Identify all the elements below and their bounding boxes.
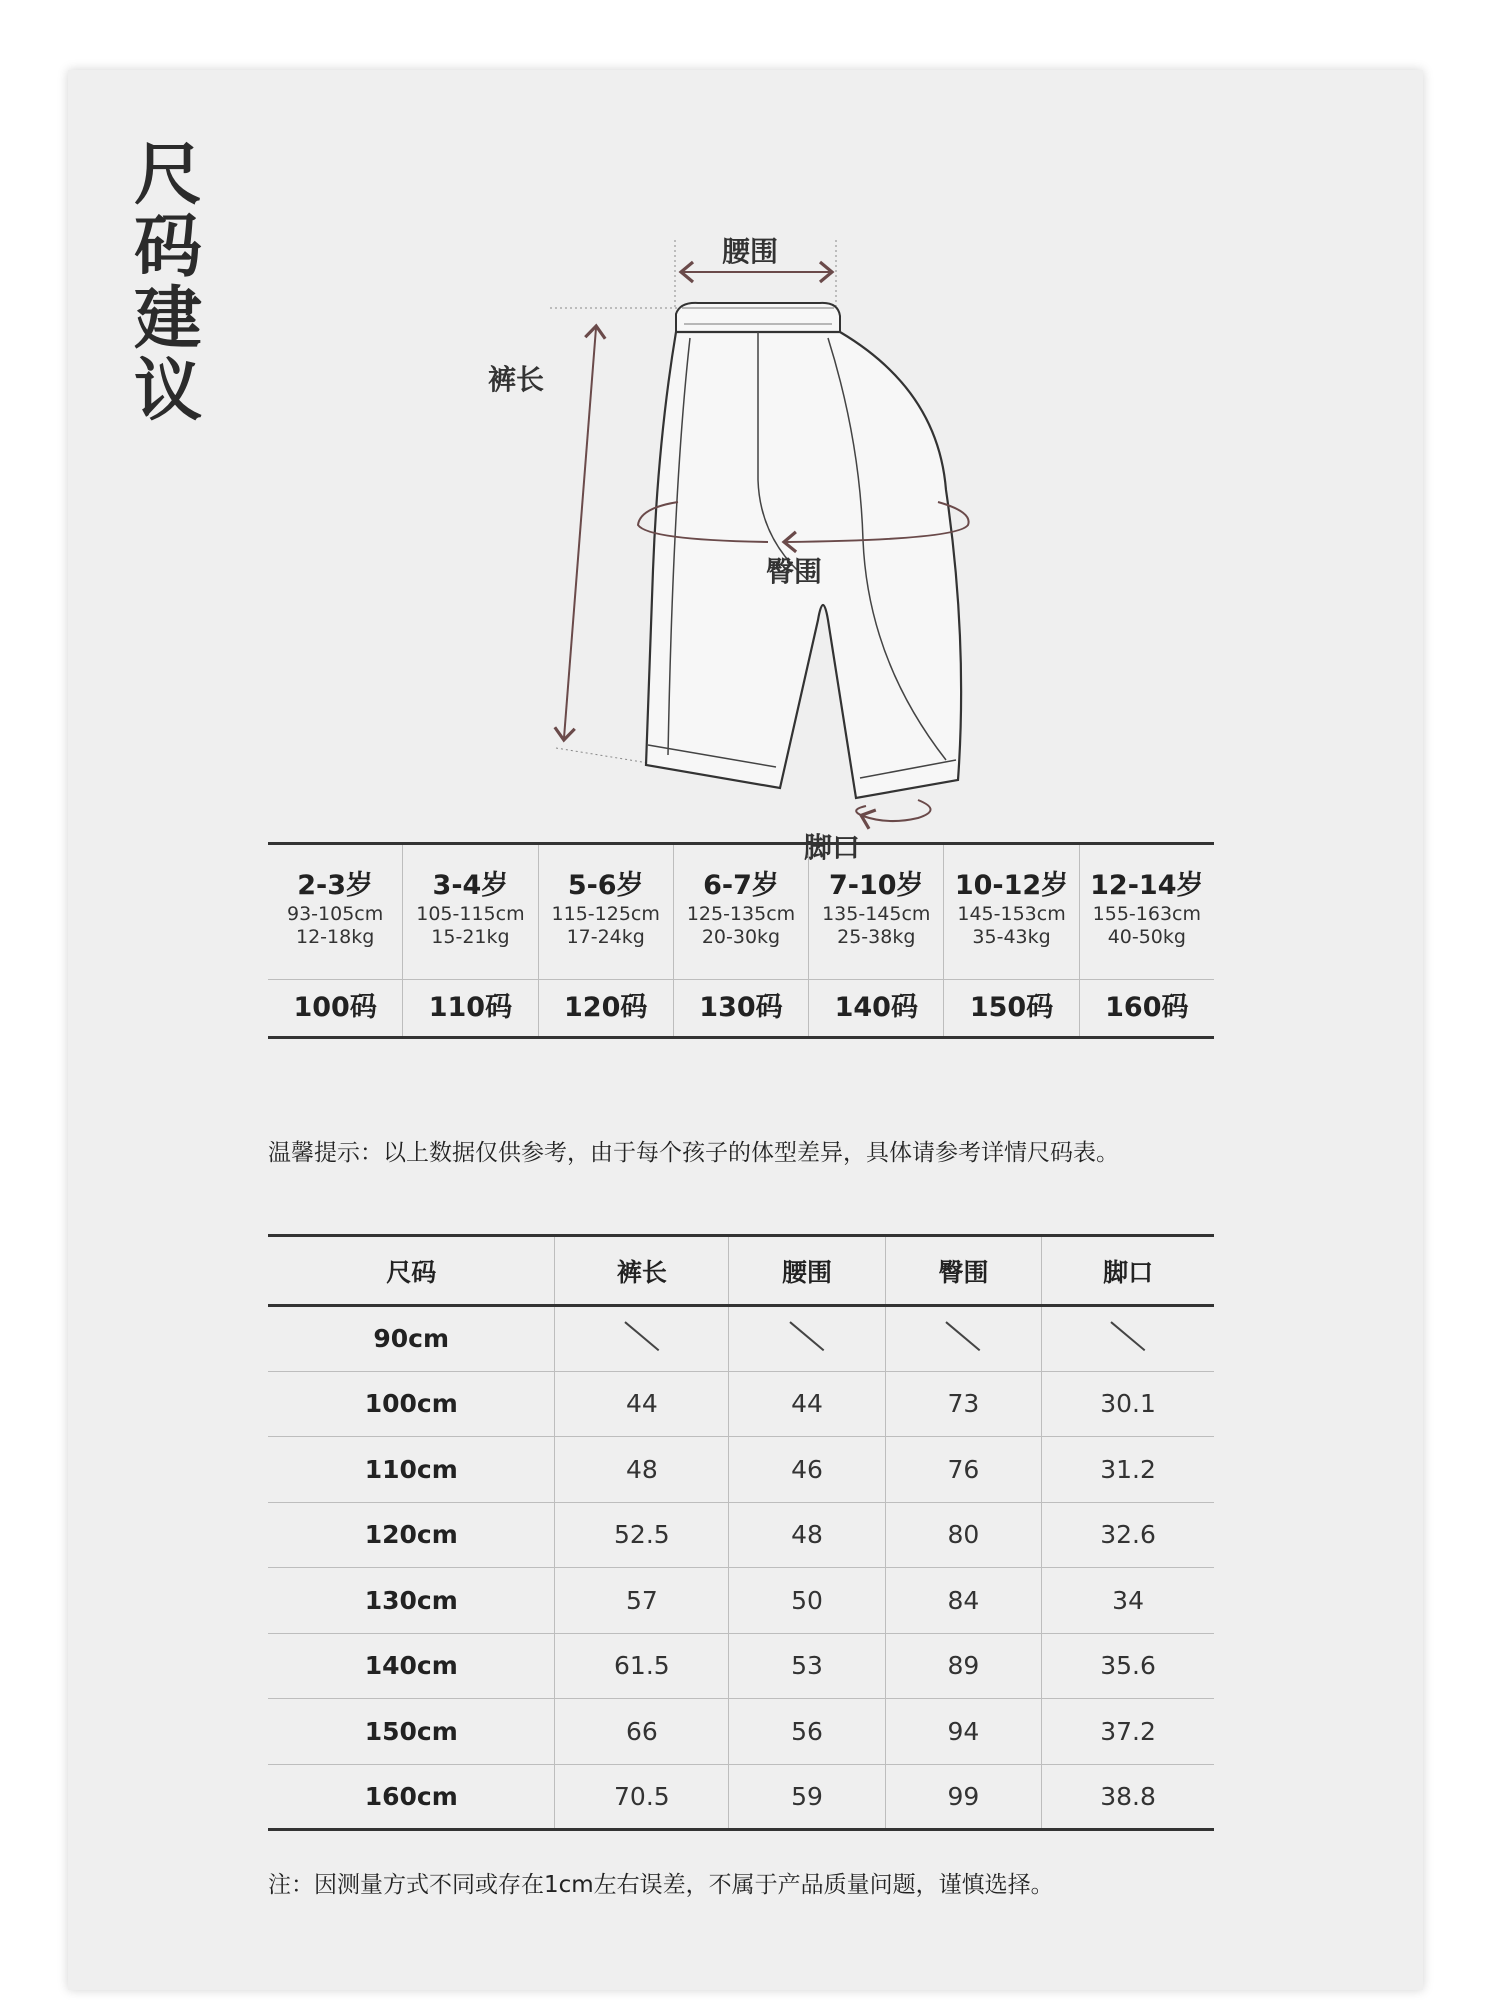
size-cell: 90cm [373,1324,450,1354]
size-guide-card [68,70,1423,1990]
table-header-row [268,1236,1214,1306]
rec-size: 110码 [402,980,537,1036]
value-cell: 80 [885,1502,1041,1568]
title-char: 码 [133,208,202,287]
value-cell: 48 [729,1502,885,1568]
rec-size: 150码 [943,980,1078,1036]
value-cell [885,1306,1041,1372]
value-cell: 38.8 [1042,1764,1214,1830]
rec-size: 130码 [673,980,808,1036]
rec-height: 125-135cm [686,903,796,925]
table-row [268,1633,1214,1699]
label-hem: 脚口 [804,831,861,864]
rec-size: 160码 [1079,980,1214,1036]
tip-note: 温馨提示：以上数据仅供参考，由于每个孩子的体型差异，具体请参考详情尺码表。 [268,1140,1119,1166]
value-cell: 35.6 [1042,1633,1214,1699]
page-title [128,136,208,431]
rec-height: 105-115cm [416,903,525,925]
rec-cell [943,845,1078,979]
rec-age: 3-4岁 [432,870,509,901]
value-cell: 66 [555,1699,729,1765]
rec-cell [402,845,537,979]
col-header: 脚口 [1042,1236,1214,1306]
col-header: 臀围 [885,1236,1041,1306]
table-row [268,1437,1214,1503]
rec-weight: 20-30kg [701,926,781,948]
col-header: 裤长 [555,1236,729,1306]
rec-cell [673,845,808,979]
value-cell: 70.5 [555,1764,729,1830]
rec-size: 120码 [538,980,673,1036]
pants-measurement-diagram [468,235,1028,880]
size-cell: 130cm [364,1585,458,1615]
rec-weight: 40-50kg [1107,926,1186,948]
rec-height: 93-105cm [287,903,384,925]
rec-weight: 25-38kg [837,926,916,948]
value-cell: 44 [555,1371,729,1437]
rec-weight: 15-21kg [431,926,510,948]
pants-illustration [468,240,1028,880]
rec-size: 100码 [293,992,377,1023]
size-cell: 100cm [364,1389,458,1419]
value-cell: 89 [885,1633,1041,1699]
value-cell: 53 [729,1633,885,1699]
table-row [268,1764,1214,1830]
value-cell: 56 [729,1699,885,1765]
footnote: 注：因测量方式不同或存在1cm左右误差，不属于产品质量问题，谨慎选择。 [268,1872,1054,1898]
col-header: 尺码 [386,1257,437,1287]
size-cell: 160cm [364,1781,458,1811]
value-cell: 94 [885,1699,1041,1765]
value-cell: 61.5 [555,1633,729,1699]
rec-cell [1079,845,1214,979]
title-char: 议 [133,352,202,431]
size-cell: 120cm [364,1520,458,1550]
rec-height: 135-145cm [822,903,931,925]
rec-height: 115-125cm [551,903,660,925]
value-cell: 31.2 [1042,1437,1214,1503]
rec-age: 6-7岁 [703,870,779,901]
rec-cell [538,845,673,979]
title-char: 建 [133,280,202,359]
rec-height: 145-153cm [957,903,1066,925]
not-applicable-mark [625,1319,659,1353]
value-cell: 57 [555,1568,729,1634]
value-cell [1042,1306,1214,1372]
table-row [268,1306,1214,1372]
value-cell [555,1306,729,1372]
value-cell: 37.2 [1042,1699,1214,1765]
size-cell: 110cm [364,1454,458,1484]
rec-age: 2-3岁 [297,870,374,901]
value-cell: 76 [885,1437,1041,1503]
title-char: 尺 [133,136,202,215]
value-cell [729,1306,885,1372]
value-cell: 59 [729,1764,885,1830]
value-cell: 34 [1042,1568,1214,1634]
rec-cell [268,845,402,979]
value-cell: 48 [555,1437,729,1503]
value-cell: 46 [729,1437,885,1503]
rec-age: 10-12岁 [954,870,1069,901]
label-length: 裤长 [488,363,545,396]
value-cell: 44 [729,1371,885,1437]
value-cell: 73 [885,1371,1041,1437]
rec-weight: 12-18kg [296,926,375,948]
rec-size: 140码 [808,980,943,1036]
rec-size-row [268,979,1214,1036]
value-cell: 84 [885,1568,1041,1634]
value-cell: 50 [729,1568,885,1634]
rec-weight: 35-43kg [972,926,1051,948]
value-cell: 32.6 [1042,1502,1214,1568]
rec-age: 12-14岁 [1090,870,1204,901]
label-hip: 臀围 [766,555,823,588]
size-recommendation-table [268,842,1214,1039]
table-row [268,1699,1214,1765]
value-cell: 99 [885,1764,1041,1830]
table-row [268,1502,1214,1568]
rec-weight: 17-24kg [566,926,645,948]
label-waist: 腰围 [722,235,779,268]
measurement-table [268,1234,1214,1831]
rec-age-row [268,845,1214,979]
not-applicable-mark [1111,1319,1145,1353]
size-cell: 150cm [364,1716,458,1746]
value-cell: 30.1 [1042,1371,1214,1437]
size-cell: 140cm [364,1651,458,1681]
rec-cell [808,845,943,979]
value-cell: 52.5 [555,1502,729,1568]
table-row [268,1568,1214,1634]
col-header: 腰围 [729,1236,885,1306]
rec-age: 7-10岁 [828,870,924,901]
not-applicable-mark [790,1319,824,1353]
rec-age: 5-6岁 [567,870,644,901]
table-row [268,1371,1214,1437]
rec-height: 155-163cm [1092,903,1201,925]
not-applicable-mark [946,1319,980,1353]
